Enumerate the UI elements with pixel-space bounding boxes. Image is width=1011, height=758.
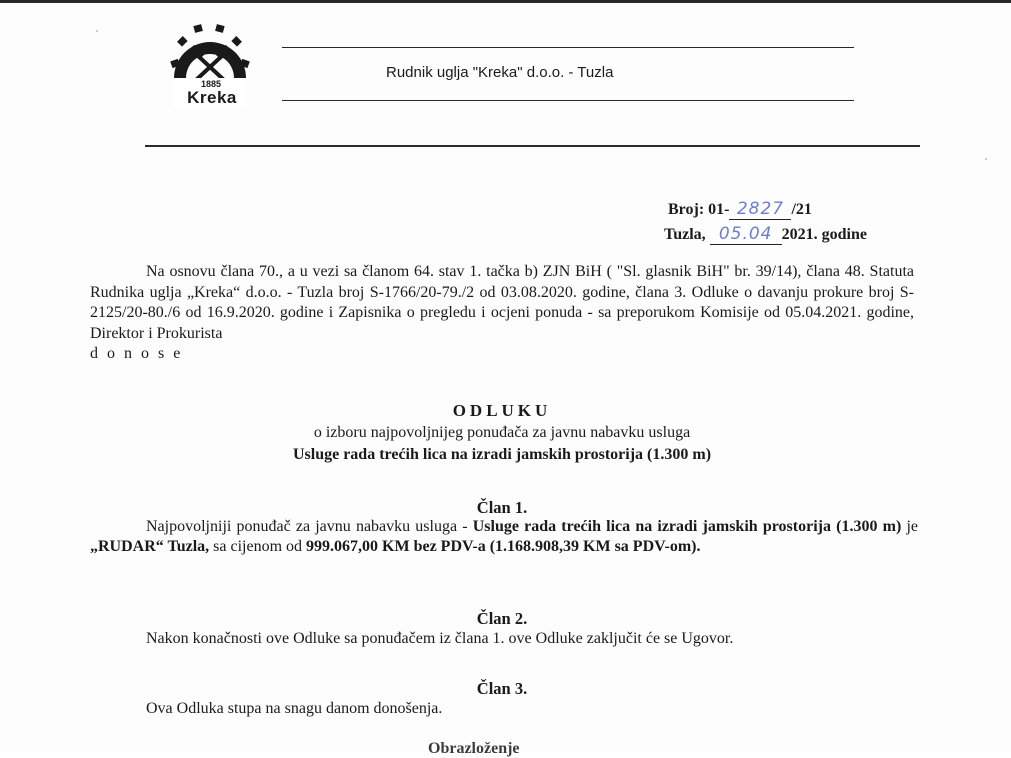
handwritten-date-field <box>710 224 782 245</box>
scan-top-border <box>0 0 1011 3</box>
decision-subject: Usluge rada trećih lica na izradi jamskih prostorija (1.300 m) <box>292 446 712 463</box>
scan-speck <box>985 158 987 160</box>
page-divider <box>145 145 920 147</box>
intro-paragraph <box>90 262 914 365</box>
decision-subtitle: o izboru najpovoljnijeg ponuđača za javnu nabavku usluga <box>313 424 691 441</box>
header-rule-top <box>282 47 854 48</box>
document-date: Tuzla, 05.04 2021. godine <box>664 224 867 244</box>
company-name: Rudnik uglja "Kreka" d.o.o. - Tuzla <box>386 64 614 81</box>
article-2-heading: Član 2. <box>476 609 528 628</box>
article-3-text: Ova Odluka stupa na snagu danom donošenja. <box>146 700 443 717</box>
article-1-heading: Član 1. <box>476 498 528 517</box>
intro-text: Na osnovu člana 70., a u vezi sa članom 64. stav 1. tačka b) ZJN BiH ( "Sl. glasnik BiH" br. 39/14), člana 48. Statuta Rudnika uglja „Kreka“ d.o.o. - Tuzla broj S-1766/20-79./2 od 03.08.2020. godine, člana 3. Odluke o davanju prokure broj S-2125/20-80./6 od 16.9.2020. godine i Zapisnika o pregledu i ocjeni ponuda - sa preporukom Komisije od 05.04.2021. godine, Direktor i Prokurista <box>90 263 914 342</box>
header-rule-bottom <box>282 100 854 101</box>
scan-speck <box>96 30 98 32</box>
cutoff-heading: Obrazloženje <box>428 740 520 757</box>
handwritten-date: 05.04 <box>718 224 773 244</box>
article-2-text: Nakon konačnosti ove Odluke sa ponuđačem iz člana 1. ove Odluke zaključit će se Ugovor. <box>146 630 734 647</box>
document-number: Broj: 01- 2827 /21 <box>668 199 812 219</box>
decision-title: ODLUKU <box>452 401 552 420</box>
article-1-text: Najpovoljniji ponuđač za javnu nabavku usluga - Usluge rada trećih lica na izradi jamskih prostorija (1.300 m) je „RUDAR“ Tuzla, sa cijenom od 999.067,00 KM bez PDV-a (1.168.908,39 KM sa PDV-om). <box>90 518 919 555</box>
logo-year: 1885 <box>200 79 222 89</box>
handwritten-number: 2827 <box>736 199 785 219</box>
logo-name: Kreka <box>187 88 237 107</box>
handwritten-number-field <box>729 199 791 220</box>
article-3-heading: Član 3. <box>476 679 528 698</box>
intro-verb: donose <box>90 345 190 363</box>
